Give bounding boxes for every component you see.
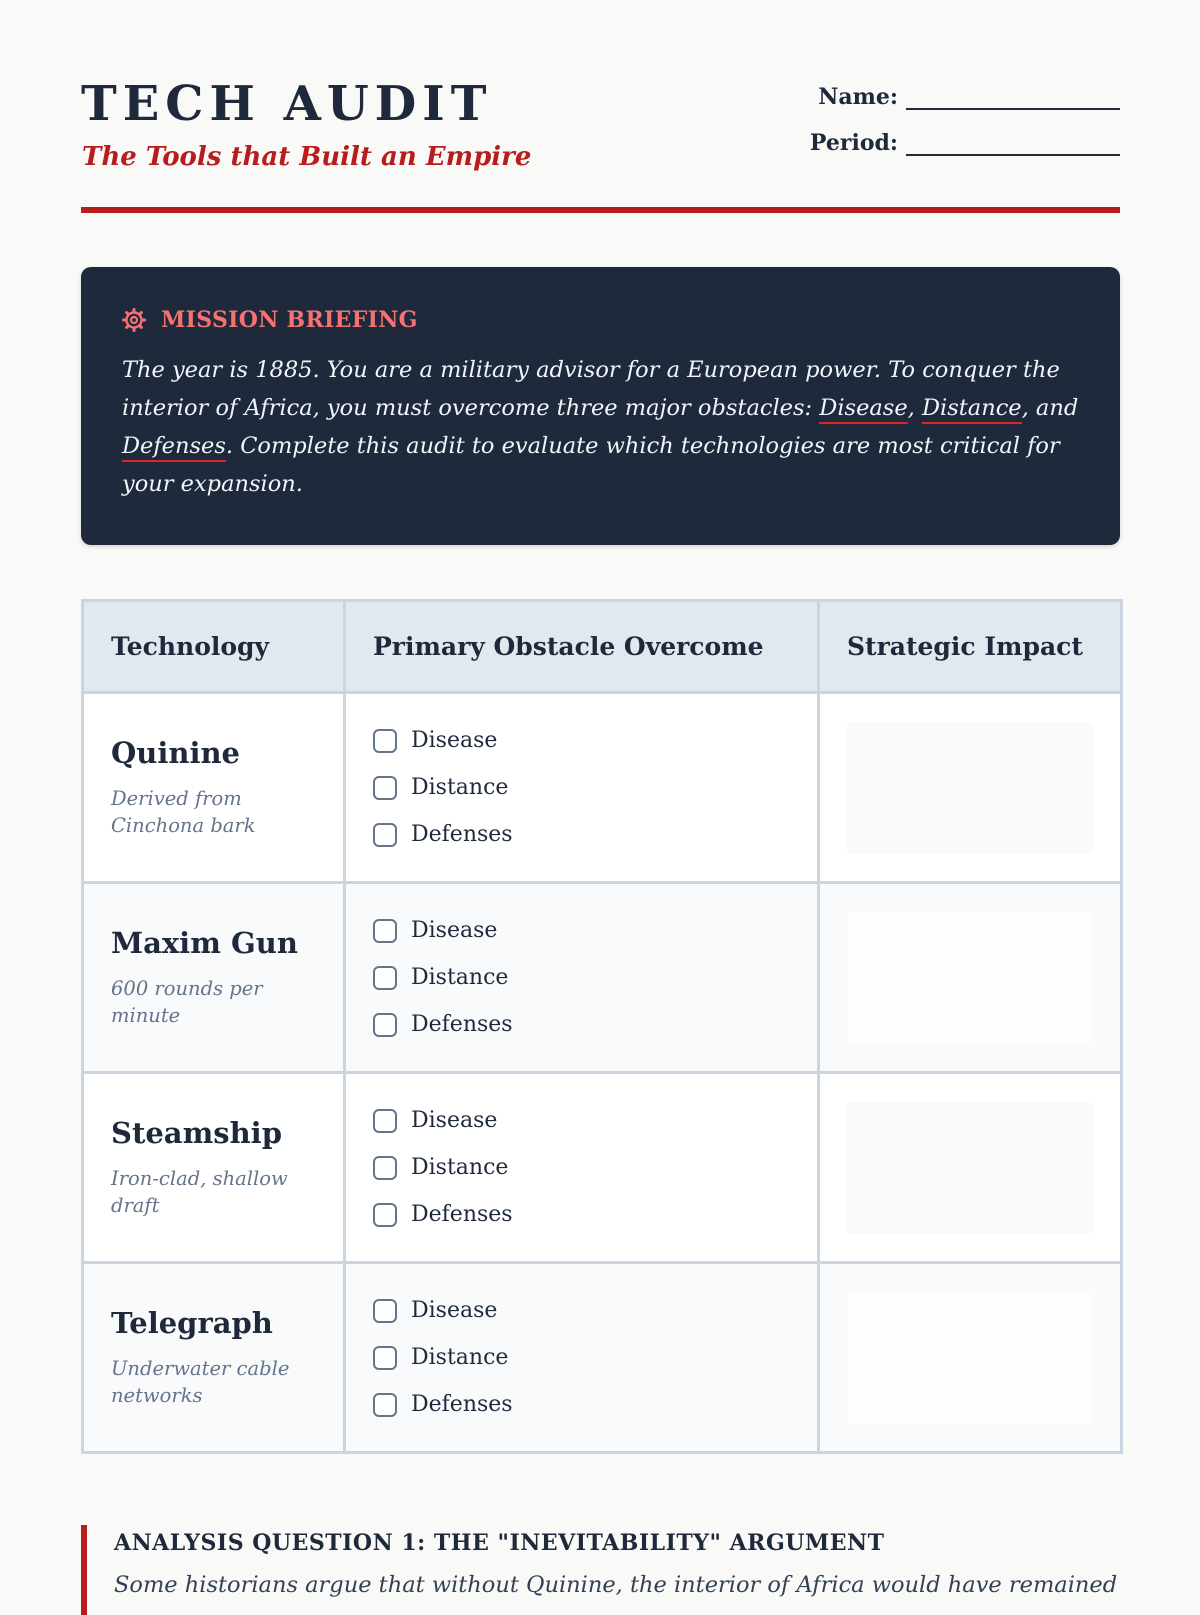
option-label: Defenses [411,1202,513,1227]
option-defenses[interactable] [373,1011,817,1038]
checkbox[interactable] [373,1156,397,1180]
audit-table-wrapper [81,599,1120,1454]
checkbox[interactable] [373,729,397,753]
technology-description: Iron-clad, shallow draft [111,1166,288,1217]
briefing-text-part-1: The year is 1885. You are a military advisor for a European power. To conquer the interior of Africa, you must overcome three major obstacles: [122,357,1060,421]
briefing-heading [122,307,1080,333]
obstacle-options [345,883,819,1073]
name-input-line[interactable] [906,88,1120,110]
checkbox[interactable] [373,919,397,943]
analysis-title: ANALYSIS QUESTION 1: THE "INEVITABILITY" ARGUMENT [114,1530,885,1556]
technology-cell [83,693,345,883]
keyword-disease: Disease [819,395,907,424]
briefing-separator-1: , [907,395,922,421]
table-row [83,693,1122,883]
analysis-text: Some historians argue that without Quinine, the interior of Africa would have remained [114,1572,1118,1598]
checkbox[interactable] [373,1299,397,1323]
option-label: Distance [411,1345,509,1370]
period-input-line[interactable] [906,134,1120,156]
checkbox[interactable] [373,1393,397,1417]
column-header-technology: Technology [83,601,345,693]
analysis-question-1 [81,1525,1120,1615]
impact-cell [819,1263,1122,1453]
option-disease[interactable] [373,1107,817,1134]
table-row [83,1073,1122,1263]
table-row [83,883,1122,1073]
option-label: Distance [411,965,509,990]
impact-cell [819,883,1122,1073]
option-disease[interactable] [373,917,817,944]
technology-name: Quinine [111,736,240,771]
audit-table [81,599,1123,1454]
page-subtitle: The Tools that Built an Empire [82,142,532,172]
obstacle-options [345,1073,819,1263]
impact-answer-box[interactable] [847,722,1093,854]
impact-answer-box[interactable] [847,1102,1093,1234]
option-distance[interactable] [373,964,817,991]
table-header-row [83,601,1122,693]
checkbox[interactable] [373,823,397,847]
period-field [810,130,1120,156]
worksheet-page [81,0,1120,1598]
technology-name: Steamship [111,1116,282,1151]
technology-description: Derived from Cinchona bark [111,786,256,837]
briefing-text-part-2: . Complete this audit to evaluate which technologies are most critical for your expansion. [122,433,1060,497]
impact-answer-box[interactable] [847,1292,1093,1424]
option-label: Distance [411,1155,509,1180]
checkbox[interactable] [373,776,397,800]
obstacle-options [345,693,819,883]
option-distance[interactable] [373,774,817,801]
option-distance[interactable] [373,1154,817,1181]
technology-description: 600 rounds per minute [111,976,263,1027]
option-defenses[interactable] [373,821,817,848]
name-field [818,84,1120,110]
option-label: Defenses [411,822,513,847]
technology-description: Underwater cable networks [111,1356,290,1407]
checkbox[interactable] [373,966,397,990]
option-label: Disease [411,918,498,943]
technology-name: Telegraph [111,1306,273,1341]
option-label: Defenses [411,1012,513,1037]
option-distance[interactable] [373,1344,817,1371]
keyword-defenses: Defenses [122,433,226,462]
technology-cell [83,1073,345,1263]
option-disease[interactable] [373,1297,817,1324]
name-label: Name: [818,84,898,110]
briefing-separator-2: , and [1021,395,1079,421]
checkbox[interactable] [373,1013,397,1037]
option-disease[interactable] [373,727,817,754]
option-label: Disease [411,1108,498,1133]
briefing-text [122,351,1080,503]
technology-cell [83,883,345,1073]
technology-cell [83,1263,345,1453]
header-divider [81,207,1120,213]
page-title: TECH AUDIT [81,76,493,132]
impact-cell [819,693,1122,883]
impact-answer-box[interactable] [847,912,1093,1044]
column-header-obstacle: Primary Obstacle Overcome [345,601,819,693]
option-label: Distance [411,775,509,800]
column-header-impact: Strategic Impact [819,601,1122,693]
header [81,0,1120,215]
table-row [83,1263,1122,1453]
gear-icon [122,308,146,332]
checkbox[interactable] [373,1203,397,1227]
impact-cell [819,1073,1122,1263]
technology-name: Maxim Gun [111,926,298,961]
option-label: Disease [411,1298,498,1323]
option-label: Disease [411,728,498,753]
obstacle-options [345,1263,819,1453]
checkbox[interactable] [373,1109,397,1133]
briefing-heading-text: MISSION BRIEFING [161,307,418,333]
period-label: Period: [809,130,898,156]
option-defenses[interactable] [373,1391,817,1418]
option-defenses[interactable] [373,1201,817,1228]
option-label: Defenses [411,1392,513,1417]
keyword-distance: Distance [922,395,1022,424]
mission-briefing [81,267,1120,545]
checkbox[interactable] [373,1346,397,1370]
